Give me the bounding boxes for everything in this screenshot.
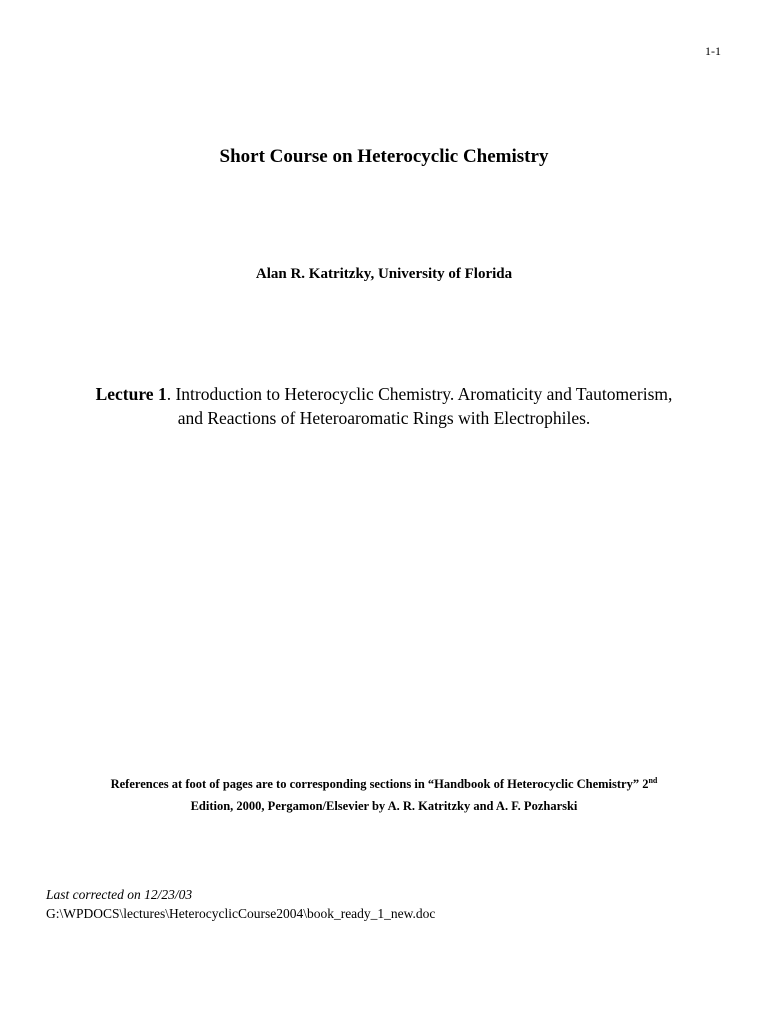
author-line: Alan R. Katritzky, University of Florida — [255, 266, 513, 282]
references-line1: References at foot of pages are to corresponding sections in “Handbook of Heterocyclic Chemistry” 2 — [110, 777, 649, 791]
lecture-title-line2: and Reactions of Heteroaromatic Rings with Electrophiles. — [177, 408, 591, 428]
lecture-heading — [30, 382, 738, 430]
references-line2: Edition, 2000, Pergamon/Elsevier by A. R. Katritzky and A. F. Pozharski — [190, 799, 578, 813]
file-path: G:\WPDOCS\lectures\HeterocyclicCourse2004\book_ready_1_new.doc — [46, 906, 436, 921]
lecture-title-line1: . Introduction to Heterocyclic Chemistry. Aromaticity and Tautomerism, — [166, 384, 673, 404]
lecture-label: Lecture 1 — [95, 384, 167, 404]
last-corrected-note: Last corrected on 12/23/03 — [46, 887, 193, 902]
references-note — [30, 773, 738, 817]
page-number: 1-1 — [705, 44, 721, 58]
references-superscript: nd — [648, 775, 658, 785]
document-title: Short Course on Heterocyclic Chemistry — [219, 146, 549, 167]
